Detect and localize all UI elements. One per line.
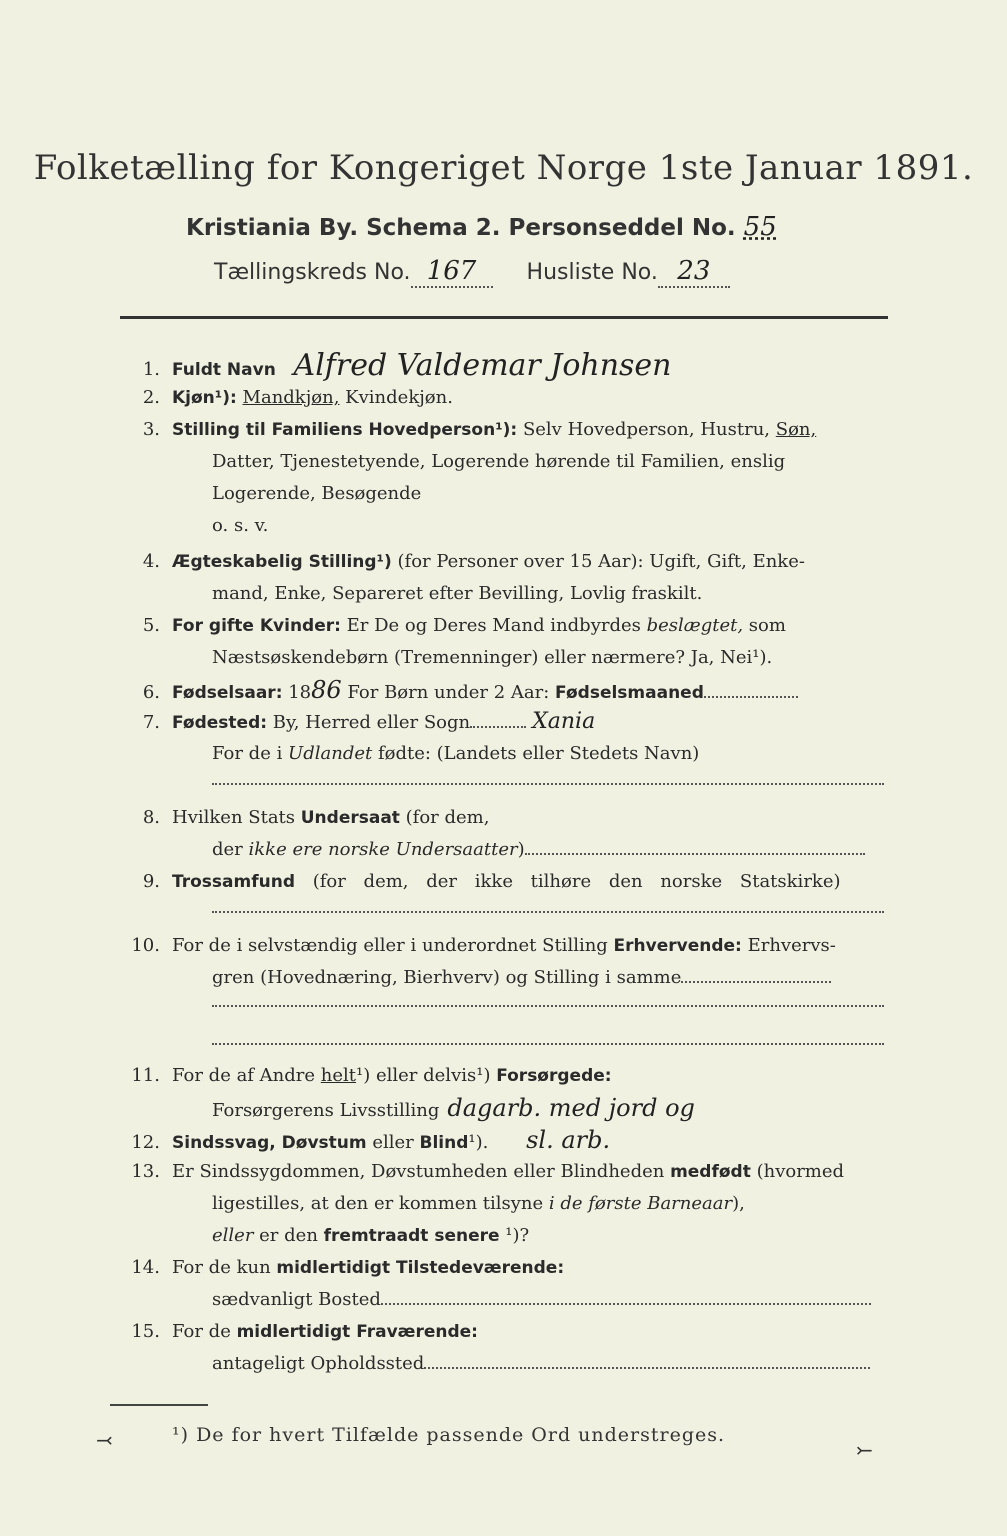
disability-value: sl. arb.	[526, 1126, 611, 1154]
form-title: Folketælling for Kongeriget Norge 1ste Januar 1891.	[33, 148, 974, 188]
field-13-line2: ligestilles, at den er kommen tilsyne i de første Barneaar),	[212, 1193, 745, 1214]
field-13-congenital: 13. Er Sindssygdommen, Døvstumheden eller Blindheden medfødt (hvormed	[131, 1161, 845, 1182]
field-10-line2: gren (Hovednæring, Bierhverv) og Stilling i samme	[110, 962, 992, 994]
provider-occupation-value: dagarb. med jord og	[447, 1094, 695, 1122]
field-14-temporary-present: 14. For de kun midlertidigt Tilstedeværende:	[131, 1257, 565, 1278]
field-12-disability: 12. Sindssvag, Døvstum eller Blind¹). sl. arb.	[131, 1126, 611, 1154]
header-rule	[120, 316, 888, 319]
field-13-line3: eller er den fremtraadt senere ¹)?	[212, 1225, 530, 1246]
sex-selected: Mandkjøn,	[242, 387, 340, 408]
field-15-temporary-absent: 15. For de midlertidigt Fraværende:	[131, 1321, 478, 1342]
footnote-rule	[110, 1404, 208, 1406]
field-4-marital: 4. Ægteskabelig Stilling¹) (for Personer over 15 Aar): Ugift, Gift, Enke-	[142, 551, 805, 572]
personseddel-number: 55	[743, 212, 777, 242]
husliste-number: 23	[658, 256, 730, 288]
subtitle-prefix: Kristiania By. Schema 2. Personseddel No.	[186, 215, 736, 241]
husliste-label: Husliste No.	[526, 260, 658, 285]
field-9-religion: 9. Trossamfund (for dem, der ikke tilhøre den norske Statskirke)	[142, 871, 841, 892]
field-4-line2: mand, Enke, Separeret efter Bevilling, Lovlig fraskilt.	[212, 583, 703, 604]
field-3-position: 3. Stilling til Familiens Hovedperson¹): Selv Hovedperson, Hustru, Søn,	[142, 419, 817, 440]
field-5-line2: Næstsøskendebørn (Tremenninger) eller nærmere? Ja, Nei¹).	[212, 647, 773, 668]
field-8-line2: der ikke ere norske Undersaatter)	[110, 834, 992, 866]
field-3-line2: Datter, Tjenestetyende, Logerende hørende til Familien, enslig	[212, 451, 786, 472]
field-15-line2: antageligt Opholdssted	[110, 1348, 992, 1380]
field-11-line2: Forsørgerens Livsstilling dagarb. med jord og	[212, 1094, 695, 1122]
form-subtitle-2	[214, 256, 730, 288]
krets-number: 167	[411, 256, 493, 288]
field-11-dependents: 11. For de af Andre helt¹) eller delvis¹) Forsørgede:	[131, 1065, 612, 1086]
footnote: ¹) De for hvert Tilfælde passende Ord understreges.	[172, 1424, 726, 1446]
field-10-occupation: 10. For de i selvstændig eller i underordnet Stilling Erhvervende: Erhvervs-	[131, 935, 836, 956]
field-3-line4: o. s. v.	[212, 515, 269, 536]
field-10-blank-line-1	[212, 1005, 884, 1007]
field-2-sex: 2. Kjøn¹): Mandkjøn, Kvindekjøn.	[142, 387, 453, 408]
position-selected: Søn,	[775, 419, 817, 440]
field-1-full-name: 1. Fuldt Navn Alfred Valdemar Johnsen	[142, 348, 672, 383]
field-8-citizenship: 8. Hvilken Stats Undersaat (for dem,	[142, 807, 490, 828]
field-1-label: Fuldt Navn	[172, 360, 276, 380]
birth-year-value: 86	[311, 676, 342, 704]
krets-label: Tællingskreds No.	[214, 260, 411, 285]
field-6-birth-year: 6. Fødselsaar: 1886 For Børn under 2 Aar: Fødselsmaaned	[110, 674, 890, 709]
full-name-value: Alfred Valdemar Johnsen	[293, 348, 672, 383]
corner-mark-icon: ⤚	[856, 1438, 873, 1462]
field-10-blank-line-2	[212, 1043, 884, 1045]
field-3-line3: Logerende, Besøgende	[212, 483, 422, 504]
birthplace-value: Xania	[532, 709, 596, 734]
field-7-line2: For de i Udlandet fødte: (Landets eller Stedets Navn)	[212, 743, 700, 764]
field-5-married-women: 5. For gifte Kvinder: Er De og Deres Mand indbyrdes beslægtet, som	[142, 615, 786, 636]
field-7-birthplace: 7. Fødested: By, Herred eller Sogn Xania	[142, 709, 596, 734]
field-14-line2: sædvanligt Bosted	[110, 1284, 992, 1316]
field-9-blank-line	[212, 911, 884, 913]
field-7-blank-line	[212, 783, 884, 785]
corner-mark-icon: ⤙	[96, 1428, 113, 1452]
form-subtitle	[186, 212, 777, 242]
